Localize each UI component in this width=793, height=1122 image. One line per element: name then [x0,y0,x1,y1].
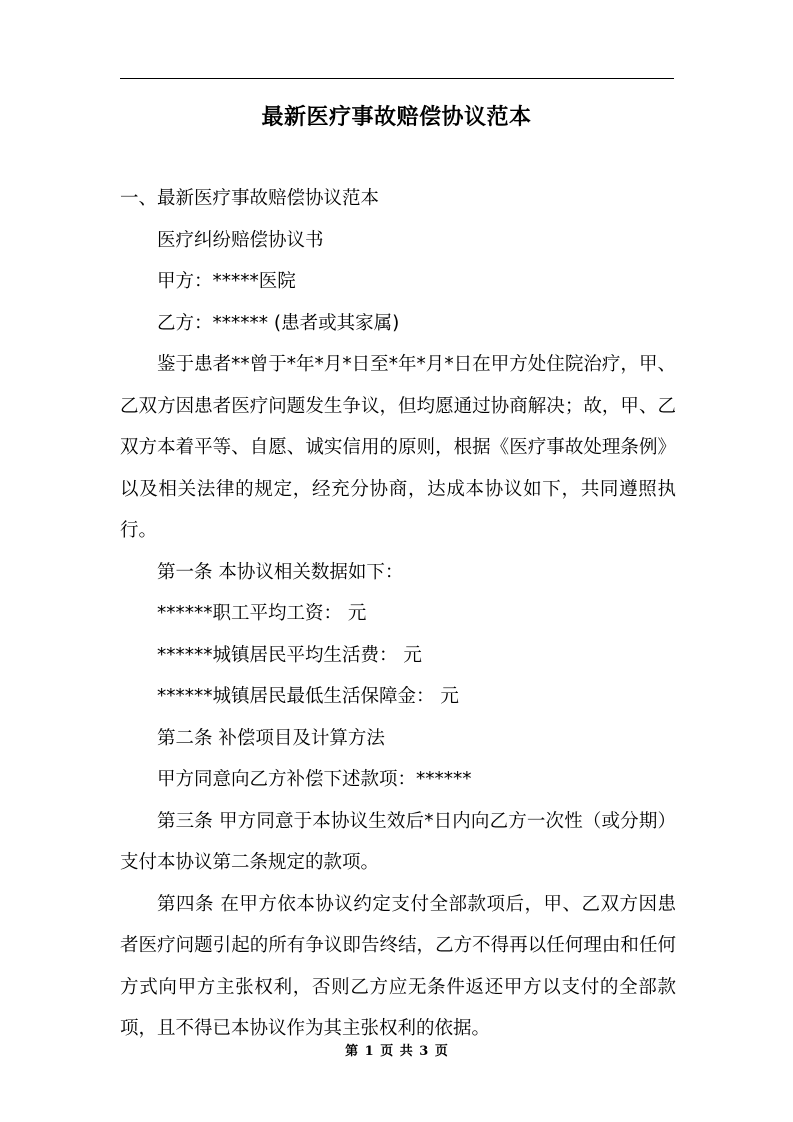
paragraph-article-3: 第三条 甲方同意于本协议生效后*日内向乙方一次性（或分期）支付本协议第二条规定的款项。 [120,810,676,873]
paragraph-article-1: 第一条 本协议相关数据如下： [157,561,404,583]
page-number: 第 1 页 共 3 页 [345,1044,448,1059]
paragraph-preamble: 鉴于患者**曾于*年*月*日至*年*月*日在甲方处住院治疗，甲、乙双方因患者医疗问题发生争议，但均愿通过协商解决；故，甲、乙双方本着平等、自愿、诚实信用的原则，根据《医疗事故处理条例》以及相关法律的规定，经充分协商，达成本协议如下，共同遵照执行。 [120,354,676,541]
paragraph-party-a: 甲方：*****医院 [157,271,296,292]
paragraph-minimum-allowance: ******城镇居民最低生活保障金： 元 [157,686,459,707]
header-divider [120,78,674,79]
paragraph-agreement-name: 医疗纠纷赔偿协议书 [157,229,324,251]
paragraph-article-4: 第四条 在甲方依本协议约定支付全部款项后，甲、乙双方因患者医疗问题引起的所有争议即告终结，乙方不得再以任何理由和任何方式向甲方主张权利，否则乙方应无条件返还甲方以支付的全部款项，且不得已本协议作为其主张权利的依据。 [120,893,676,1039]
document-body [120,178,676,1050]
paragraph-section-heading: 一、最新医疗事故赔偿协议范本 [120,188,380,209]
paragraph-compensation-items: 甲方同意向乙方补偿下述款项：****** [157,769,472,790]
document-title: 最新医疗事故赔偿协议范本 [261,105,532,130]
paragraph-average-wage: ******职工平均工资： 元 [157,603,367,624]
paragraph-party-b: 乙方：****** (患者或其家属) [157,312,400,334]
paragraph-article-2: 第二条 补偿项目及计算方法 [157,727,385,749]
paragraph-living-cost: ******城镇居民平均生活费： 元 [157,644,422,666]
